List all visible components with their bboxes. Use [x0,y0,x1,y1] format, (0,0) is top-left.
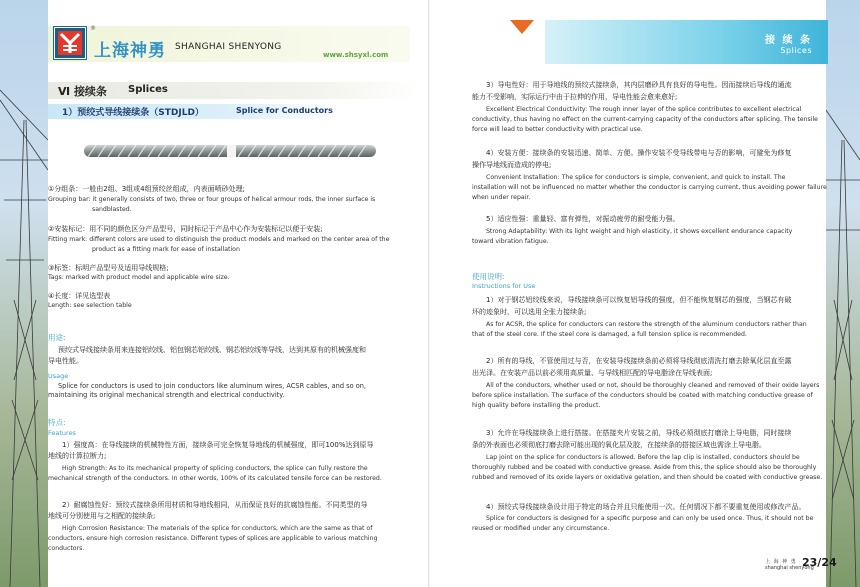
features-heading-cn: 特点: [48,418,66,427]
instruction-2-en-line-1: All of the conductors, whether used or not, should be thoroughly cleaned and removed of their oxide layers [486,382,820,389]
tags-cn: ③标签：标明产品型号及适用导线规格; [48,264,169,272]
installation-en-line-2: installation will not be influenced no matter whether the conductor is carrying current, thus avoiding power failure [472,184,827,191]
conductivity-cn-line-1: 3）导电性好：用于导地线的预绞式接续条，其内层磨砂具有良好的导电性。因而接续后导线的通流 [486,81,792,89]
installation-en-line-1: Convenient Installation: The splice for conductors is simple, convenient, and quick to install. The [486,174,786,181]
feature-2-cn-line-2: 地线可分别使用与之相配的接续条; [48,512,156,520]
section-title-cn-text: 接续条 [73,85,107,98]
conductivity-en-line-1: Excellent Electrical Conductivity: The rough inner layer of the splice contributes to excellent electrical [486,106,802,113]
installation-cn-line-1: 4）安装方便：接续条的安装迅速、简单、方便。操作安装不受导线带电与否的影响，可避免为修复 [486,149,792,157]
instruction-2-cn-line-2: 出光泽。在安装产品以前必须用高质量、与导线相匹配的导电脂涂在导线表面; [472,369,713,377]
left-background-strip [0,0,48,587]
instruction-1-en-line-2: that of the steel core. If the steel core is damaged, a full tension splice is recommended. [472,331,747,338]
instruction-1-en-line-1: As for ACSR, the splice for conductors can restore the strength of the aluminum conductors rather than [486,321,807,328]
feature-1-cn-line-2: 地线的计算拉断力; [48,452,107,460]
feature-1-en-line-2: mechanical strength of the conductors. In other words, 100% of its calculated tensile force can be restored. [48,475,382,482]
company-logo [53,26,87,60]
website-link[interactable]: www.shsyxl.com [323,51,389,59]
brand-name-en: SHANGHAI SHENYONG [175,42,282,52]
instruction-2-en-line-2: before splice installation. The surface of the conductors should be coated with matching conductive grease of [472,392,813,399]
conductivity-en-line-2: conductivity, thus having no effect on the current-carrying capacity of the conductors after splicing. The tensile [472,116,818,123]
length-en: Length: see selection table [48,302,132,309]
adaptability-en-line-2: toward vibration fatigue. [472,238,549,245]
usage-en-line-1: Splice for conductors is used to join conductors like aluminum wires, ACSR cables, and so on, [58,382,367,390]
orange-triangle-icon [510,20,534,34]
length-cn: ④长度：详见选型表 [48,292,111,300]
installation-cn-line-2: 操作导地线而造成的停电; [472,161,552,169]
fitting-mark-en: Fitting mark: different colors are used to distinguish the product models and marked on the center area of the [48,236,390,243]
feature-1-cn-line-1: 1）强度高：在导线接续的机械特性方面，接续条可完全恢复导地线的机械强度，即可100%达到原导 [62,441,374,449]
subsection-title-en: Splice for Conductors [236,106,333,115]
features-heading-en: Features [48,429,76,437]
header-section-cn: 接 续 条 [765,35,812,46]
instruction-4-en-line-2: reused or modified under any circumstance. [472,525,610,532]
feature-2-en-line-2: conductors, ensure high corrosion resistance. Different types of splices are applicable to various matching [48,535,378,542]
tags-en: Tags: marked with product model and applicable wire size. [48,274,230,281]
adaptability-en-line-1: Strong Adaptability: With its light weight and high elasticity, it shows excellent endurance capacity [486,228,793,235]
footer-brand-en: shanghai shenyong [765,565,814,571]
subsection-title-cn: 1）预绞式导线接续条（STDJLD） [62,108,204,118]
usage-cn-line-1: 预绞式导线接续条用来连接铝绞线、铝包钢芯铝绞线、钢芯铝绞线等导线，达到其原有的机械强度和 [58,346,366,354]
usage-heading-cn: 用途: [48,333,66,342]
feature-1-en-line-1: High Strength: As to its mechanical property of splicing conductors, the splice can fully restore the [62,465,368,472]
conductivity-cn-line-2: 能力不受影响，实际运行中由于拉伸的作用，导电性能会愈来愈好; [472,93,678,101]
instruction-4-cn: 4）预绞式导线接续条设计用于特定的场合并且只能使用一次。任何情况下都不要重复使用或修改产品。 [486,503,806,511]
grouping-bar-en: Grouping bar: it generally consists of two, three or four groups of helical armour rods, the inner surface is [48,196,376,203]
registered-mark: ® [90,25,96,32]
instruction-4-en-line-1: Splice for conductors is designed for a specific purpose and can only be used once. Thus, it should not be [486,515,814,522]
transmission-tower-icon [826,0,860,587]
feature-2-en-line-3: conductors. [48,545,85,552]
transmission-tower-icon [0,0,48,587]
section-numeral: Ⅵ [58,85,71,98]
instructions-heading-cn: 使用说明: [472,272,505,281]
page-spine [428,0,430,587]
page-number: 23/24 [802,556,837,569]
feature-2-cn-line-1: 2）耐腐蚀性好：预绞式接续条所用材质和导地线相同，从而保证良好的抗腐蚀性能。不同类型的导 [62,501,368,509]
header-section-en: Splices [780,46,812,55]
instructions-heading-en: Instructions for Use [472,282,536,290]
instruction-3-en-line-3: rubbed and removed of its oxide layers or oxidative gelation, and then should be coated with conductive grease. [472,474,823,481]
instruction-2-en-line-3: high quality before installing the product. [472,402,601,409]
fitting-mark-en-2: product as a fitting mark for ease of installation [92,246,240,253]
splice-product-image [84,138,376,164]
instruction-3-cn-line-1: 3）允许在导线接续条上进行搭接。在搭接夹片安装之前，导线必须彻底打磨涂上导电脂，同时接续 [486,429,792,437]
footer-brand-cn: 上 海 神 勇 [765,559,797,565]
fitting-mark [227,145,236,157]
usage-cn-line-2: 导电性能。 [48,357,83,365]
instruction-3-en-line-2: thoroughly rubbed and be coated with conductive grease. Aside from this, the splice should also be thoroughly [472,464,817,471]
brand-name-cn: 上海神勇 [94,41,166,61]
installation-en-line-3: when under repair. [472,194,531,201]
instruction-3-en-line-1: Lap joint on the splice for conductors is allowed. Before the lap clip is installed, conductors should be [486,454,800,461]
right-background-strip [826,0,860,587]
section-title-en: Splices [128,84,168,95]
usage-heading-en: Usage [48,372,69,380]
logo-mark-icon [54,27,86,59]
instruction-1-cn-line-1: 1）对于钢芯铝绞线来说，导线接续条可以恢复铝导线的强度，但不能恢复钢芯的强度，当钢芯有破 [486,296,792,304]
section-title-cn [58,83,107,99]
feature-2-en-line-1: High Corrosion Resistance: The materials of the splice for conductors, which are the same as that of [62,525,373,532]
conductivity-en-line-3: force will lead to better conductivity with practical use. [472,126,643,133]
usage-en-line-2: maintaining its original mechanical strength and electrical conductivity. [48,391,285,399]
fitting-mark-cn: ②安装标记：用不同的颜色区分产品型号，同时标记于产品中心作为安装标记以便于安装; [48,225,323,233]
adaptability-cn: 5）适应性强：重量轻、富有弹性，对振动疲劳的耐受能力强。 [486,215,680,223]
instruction-3-cn-line-2: 条的外表面也必须彻底打磨去除可能出现的氧化层及胶，在接续条的搭接区域也需涂上导电脂。 [472,441,766,449]
instruction-2-cn-line-1: 2）所有的导线，不管使用过与否，在安装导线接续条前必须将导线彻底清洗打磨去除氧化层直至露 [486,357,792,365]
grouping-bar-cn: ①分组条：一般由2组、3组或4组预绞丝组成，内表面喷砂处理; [48,185,245,193]
grouping-bar-en-2: sandblasted. [92,206,132,213]
instruction-1-cn-line-2: 坏的迹象时，可以选用全张力接续条; [472,308,587,316]
